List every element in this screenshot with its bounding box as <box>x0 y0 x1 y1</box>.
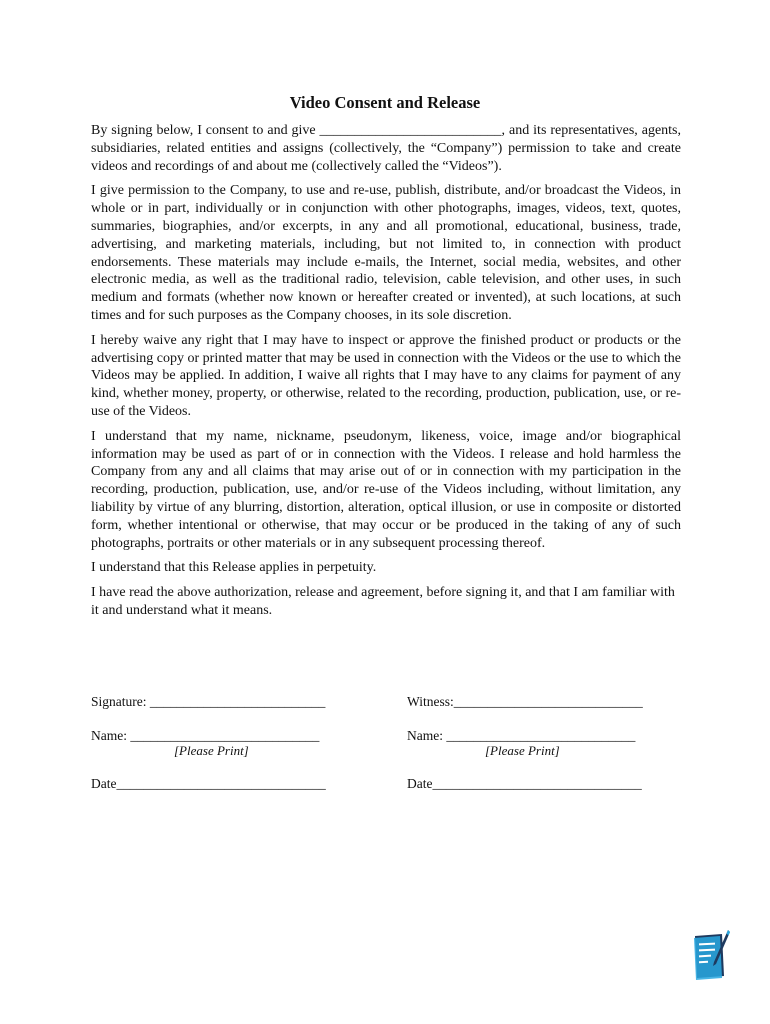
date-line-left: Date_______________________________ <box>91 776 326 791</box>
print-note-right: [Please Print] <box>485 743 560 758</box>
witness-line: Witness:____________________________ <box>407 694 643 709</box>
paragraph-acknowledgement: I have read the above authorization, release and agreement, before signing it, and that I am familiar with it and understand what it means. <box>91 585 675 618</box>
date-line-right: Date_______________________________ <box>407 776 642 791</box>
paragraph-waiver: I hereby waive any right that I may have to inspect or approve the finished product or products or the advertising copy or printed matter that may be used in connection with the Videos or the use to which the Videos may be applied. In addition, I waive all rights that I may have to any claims for payment of any kind, whether money, property, or otherwise, related to the recording, production, publication, use, or re-use of the Videos. <box>91 332 681 419</box>
document-pen-icon <box>692 928 732 982</box>
name-line-right: Name: ____________________________ <box>407 728 636 743</box>
name-line-left: Name: ____________________________ <box>91 728 320 743</box>
paragraph-consent: By signing below, I consent to and give __________________________, and its representatives, agents, subsidiaries, related entities and assigns (collectively, the “Company”) permission to take and create videos and recordings of and about me (collectively called the “Videos”). <box>91 123 681 174</box>
paragraph-perpetuity: I understand that this Release applies in perpetuity. <box>91 560 377 576</box>
document-title: Video Consent and Release <box>289 93 481 112</box>
signature-line: Signature: __________________________ <box>91 694 326 709</box>
print-note-left: [Please Print] <box>174 743 249 758</box>
document-body <box>91 122 681 627</box>
paragraph-release: I understand that my name, nickname, pseudonym, likeness, voice, image and/or biographical information may be used as part of or in connection with the Videos. I release and hold harmless the Company from any and all claims that may arise out of or in connection with my participation in the recording, production, publication, use, and/or re-use of the Videos including, without limitation, any liability by virtue of any blurring, distortion, alteration, optical illusion, or use in composite or distorted form, whether intentional or otherwise, that may occur or be produced in the taking of any of such photographs, portraits or other materials or in any subsequent processing thereof. <box>91 428 681 551</box>
paragraph-permission: I give permission to the Company, to use and re-use, publish, distribute, and/or broadcast the Videos, in whole or in part, individually or in conjunction with other photographs, images, videos, text, quotes, summaries, biographies, and/or excerpts, in any and all promotional, educational, business, trade, advertising, and marketing materials, including, but not limited to, in connection with product endorsements. These materials may include e-mails, the Internet, social media, websites, and other electronic media, as well as the traditional radio, television, cable television, and other uses, in such medium and formats (whether now known or hereafter created or invented), at such locations, at such times and for such purposes as the Company chooses, in its sole discretion. <box>91 183 681 323</box>
